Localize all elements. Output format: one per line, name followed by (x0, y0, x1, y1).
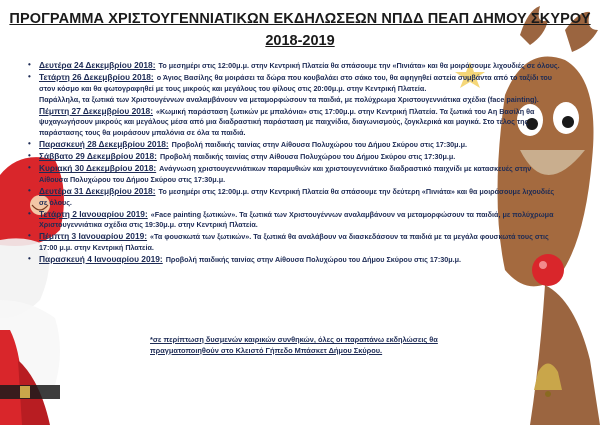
event-date: Πέμπτη 3 Ιανουαρίου 2019: (39, 231, 148, 242)
event-description: Παράλληλα, τα ξωτικά των Χριστουγέννων αναλαμβάνουν να μεταμορφώσουν τα παιδιά, με πολύχρωμα Χριστουγεννιάτικα σχέδια (face painting). (39, 94, 539, 104)
event-list (28, 60, 560, 266)
bullet-icon: • (28, 151, 31, 161)
event-date: Κυριακή 30 Δεκεμβρίου 2018: (39, 163, 157, 174)
event-description: Προβολή παιδικής ταινίας στην Αίθουσα Πολυχώρου του Δήμου Σκύρου στις 17:30μ.μ. (165, 255, 462, 265)
bullet-icon: • (28, 186, 31, 196)
event-date: Σάββατο 29 Δεκεμβρίου 2018: (39, 151, 157, 162)
event-item (28, 106, 560, 139)
footnote: *σε περίπτωση δυσμενών καιρικών συνθηκών, όλες οι παραπάνω εκδηλώσεις θα πραγματοποιηθούν στο Κλειστό Γήπεδο Μπάσκετ Δήμου Σκύρου. (150, 335, 438, 355)
event-item (28, 60, 560, 72)
event-description: Προβολή παιδικής ταινίας στην Αίθουσα Πολυχώρου του Δήμου Σκύρου στις 17:30μ.μ. (159, 152, 456, 162)
event-item (28, 163, 560, 185)
event-date: Παρασκευή 28 Δεκεμβρίου 2018: (39, 139, 169, 150)
bullet-icon: • (28, 208, 31, 218)
bullet-icon: • (28, 72, 31, 82)
event-description: «Face painting ξωτικών». Τα ξωτικά των Χριστουγέννων αναλαμβάνουν να μεταμορφώσουν τα παιδιά, με πολύχρωμα Χριστουγεννιάτικα σχέδια στις 19:30μ.μ. στην Κεντρική Πλατεία. (39, 209, 554, 230)
event-item (28, 72, 560, 94)
event-item (28, 151, 560, 163)
event-date: Τετάρτη 2 Ιανουαρίου 2019: (39, 208, 148, 219)
event-description: ο Άγιος Βασίλης θα μοιράσει τα δώρα που κουβαλάει στο σάκο του, θα αφηγηθεί αστεία συμβάντα από το ταξίδι του στον κόσμο και θα φωτογραφηθεί με τους μικρούς και μεγάλους του φίλους στις 20:00μ.μ. στην Κεντρική Πλατεία. (39, 73, 552, 93)
bullet-icon: • (28, 231, 31, 241)
event-description: Το μεσημέρι στις 12:00μ.μ. στην Κεντρική Πλατεία θα σπάσουμε την δεύτερη «Πινιάτα» και θα μοιράσουμε λιχουδιές σε όλους. (39, 187, 555, 207)
bullet-icon: • (28, 60, 31, 69)
event-date: Δευτέρα 31 Δεκεμβρίου 2018: (39, 186, 156, 197)
title-line-1: ΠΡΟΓΡΑΜΜΑ ΧΡΙΣΤΟΥΓΕΝΝΙΑΤΙΚΩΝ ΕΚΔΗΛΩΣΕΩΝ ΝΠΔΔ ΠΕΑΠ ΔΗΜΟΥ ΣΚΥΡΟΥ (9, 11, 591, 27)
event-description: «Τα φουσκωτά των ξωτικών». Τα ξωτικά θα αναλάβουν να διασκεδάσουν τα παιδιά με τα μεγάλα φουσκωτά τους στις 17:00 μ.μ. στην Κεντρική Πλατεία. (39, 232, 549, 252)
event-description: «Κωμική παράσταση ξωτικών με μπαλόνια» στις 17:00μ.μ. στην Κεντρική Πλατεία. Τα ξωτικά του Αη Βασίλη θα ψυχαγωγήσουν μικρούς και μεγάλους μέσα από μια διαδραστική παράσταση με παιχνίδια, διαγωνισμούς, ζογκλερικά και μαγικά. Στο τέλος της παράστασης τους θα μοιράσουν μπαλόνια σε όλα τα παιδιά. (39, 106, 535, 138)
event-item (28, 209, 560, 231)
event-item (28, 186, 560, 208)
event-description: Προβολή παιδικής ταινίας στην Αίθουσα Πολυχώρου του Δήμου Σκύρου στις 17:30μ.μ. (171, 140, 467, 150)
event-item (28, 231, 560, 253)
bullet-icon: • (28, 163, 31, 173)
event-date: Πέμπτη 27 Δεκεμβρίου 2018: (39, 105, 153, 116)
event-date: Τετάρτη 26 Δεκεμβρίου 2018: (39, 72, 154, 83)
event-item (28, 139, 560, 151)
bullet-icon: • (28, 139, 31, 149)
event-description: Ανάγνωση χριστουγεννιάτικων παραμυθιών και χριστουγεννιάτικο διαδραστικό παιχνίδι με κατασκευές στην Αίθουσα Πολυχώρου του Δήμου Σκύρου στις 17:30μ.μ. (39, 164, 532, 184)
event-item (28, 254, 560, 266)
event-date: Δευτέρα 24 Δεκεμβρίου 2018: (39, 60, 156, 70)
event-description: Το μεσημέρι στις 12:00μ.μ. στην Κεντρική Πλατεία θα σπάσουμε την «Πινιάτα» και θα μοιράσουμε λιχουδιές σε όλους. (158, 61, 560, 70)
title-line-2: 2018-2019 (265, 33, 335, 49)
event-date: Παρασκευή 4 Ιανουαρίου 2019: (39, 254, 163, 265)
event-item (28, 95, 560, 106)
page-title (0, 10, 600, 51)
bullet-icon: • (28, 254, 31, 264)
